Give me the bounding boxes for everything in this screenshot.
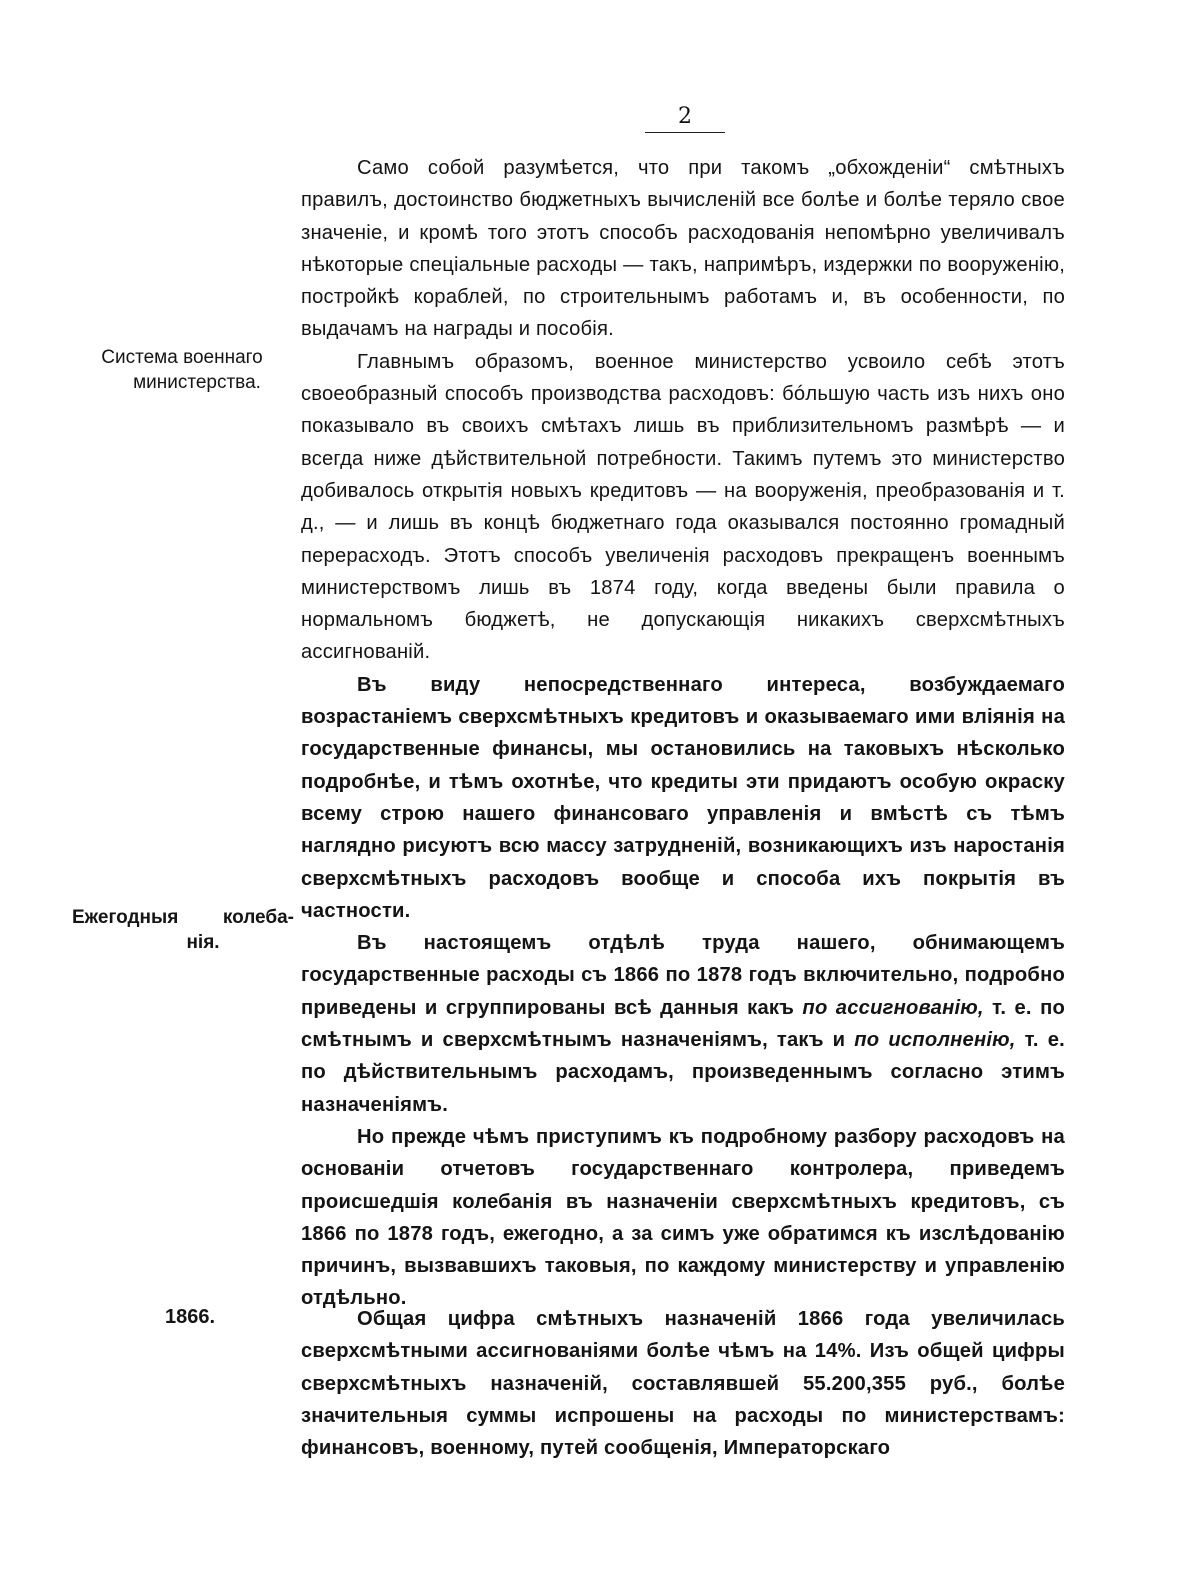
margin-note-annual-fluctuations [72, 905, 294, 955]
page-number-rule [645, 132, 725, 133]
paragraph-segment: т. е. по смѣтнымъ и сверхсмѣтнымъ назначеніямъ, такъ и [301, 996, 1065, 1052]
paragraph: Въ виду непосредственнаго интереса, возбуждаемаго возрастаніемъ сверхсмѣтныхъ кредитовъ и оказываемаго ими вліянія на государственные финансы, мы остановились на таковыхъ нѣсколько подробнѣе, и тѣмъ охотнѣе, что кредиты эти придаютъ особую окраску всему строю нашего финансоваго управленія и вмѣстѣ съ тѣмъ наглядно рисуютъ всю массу затрудненій, возникающихъ изъ наростанія сверхсмѣтныхъ расходовъ вообще и способа ихъ покрытія въ частности. [301, 673, 1065, 922]
margin-note-line: нія. [186, 932, 220, 953]
page-number [640, 104, 730, 133]
paragraph: Само собой разумѣется, что при такомъ „обхожденіи“ смѣтныхъ правилъ, достоинство бюджетныхъ вычисленій все болѣе и болѣе теряло свое значеніе, и кромѣ того этотъ способъ расходованія непомѣрно увеличивалъ нѣкоторые спеціальные расходы — такъ, напримѣръ, издержки по вооруженію, постройкѣ кораблей, по строительнымъ работамъ и, въ особенности, по выдачамъ на награды и пособія. [301, 157, 1065, 341]
main-text-block-1866 [301, 1303, 1065, 1464]
paragraph: Главнымъ образомъ, военное министерство усвоило себѣ этотъ своеобразный способъ производства расходовъ: бóльшую часть изъ нихъ оно показывало въ своихъ смѣтахъ лишь въ приблизительномъ размѣрѣ — и всегда ниже дѣйствительной потребности. Такимъ путемъ это министерство добивалось открытія новыхъ кредитовъ — на вооруженія, преобразованія и т. д., — и лишь въ концѣ бюджетнаго года оказывался постоянно громадный перерасходъ. Этотъ способъ увеличенія расходовъ прекращенъ военнымъ министерствомъ лишь въ 1874 году, когда введены были правила о нормальномъ бюджетѣ, не допускающія никакихъ сверхсмѣтныхъ ассигнованій. [301, 350, 1065, 664]
margin-note-line: Ежегодныя колеба- [72, 907, 294, 928]
paragraph-segment: Въ настоящемъ отдѣлѣ труда нашего, обнимающемъ государственные расходы съ 1866 по 1878 годъ включительно, подробно приведены и сгруппированы всѣ данныя какъ [301, 932, 1065, 1019]
paragraph: Но прежде чѣмъ приступимъ къ подробному разбору расходовъ на основаніи отчетовъ государственнаго контролера, приведемъ происшедшія колебанія въ назначеніи сверхсмѣтныхъ кредитовъ, съ 1866 по 1878 годъ, ежегодно, а за симъ уже обратимся къ изслѣдованію причинъ, вызвавшихъ таковыя, по каждому министерству и управленію отдѣльно. [301, 1125, 1065, 1310]
page-number-text: 2 [678, 104, 692, 129]
paragraph-emphasis: по ассигнованію, [802, 996, 984, 1019]
margin-note-line: 1866. [164, 1306, 216, 1328]
margin-note-military-system [82, 345, 282, 395]
paragraph [301, 927, 1065, 1121]
paragraph-emphasis: по исполненію, [854, 1029, 1016, 1052]
margin-note-line: министерства. [133, 372, 261, 393]
paragraph-segment: т. е. по дѣйствительнымъ расходамъ, произведеннымъ согласно этимъ назначеніямъ. [301, 1029, 1065, 1116]
margin-note-line: Система военнаго [101, 347, 263, 368]
main-text-block [301, 152, 1065, 1315]
paragraph: Общая цифра смѣтныхъ назначеній 1866 года увеличилась сверхсмѣтными ассигнованіями болѣе чѣмъ на 14%. Изъ общей цифры сверхсмѣтныхъ назначеній, составлявшей 55.200,355 руб., болѣе значительныя суммы испрошены на расходы по министерствамъ: финансовъ, военному, путей сообщенія, Императорскаго [301, 1308, 1065, 1460]
margin-note-year-1866 [150, 1305, 230, 1330]
